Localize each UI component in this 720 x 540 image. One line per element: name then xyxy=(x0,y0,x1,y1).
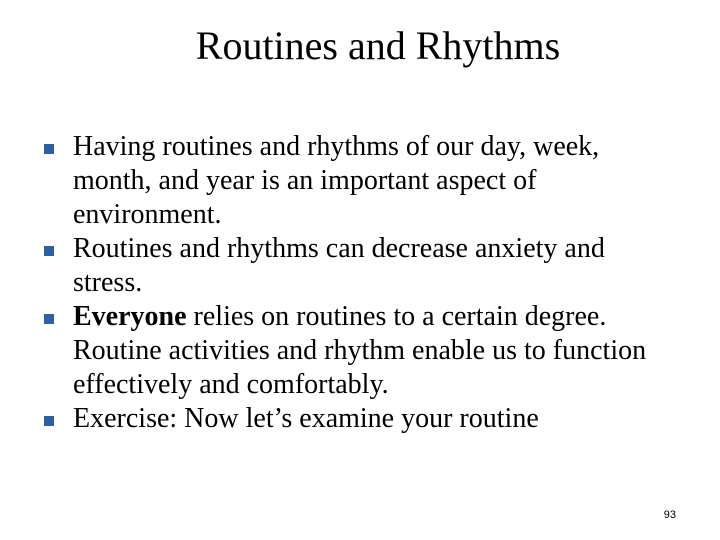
square-bullet-icon xyxy=(44,144,54,154)
bullet-item xyxy=(38,130,678,232)
bullet-list xyxy=(38,130,678,436)
bullet-text: Routines and rhythms can decrease anxiety and stress. xyxy=(73,233,605,298)
bullet-text: Having routines and rhythms of our day, week, month, and year is an important aspect of environment. xyxy=(73,131,600,230)
bullet-text: Exercise: Now let’s examine your routine xyxy=(73,403,539,434)
bullet-item xyxy=(38,402,678,436)
square-bullet-icon xyxy=(44,416,54,426)
bullet-item xyxy=(38,300,678,402)
square-bullet-icon xyxy=(44,246,54,256)
bullet-bold-word: Everyone xyxy=(73,301,187,332)
page-number: 93 xyxy=(663,509,676,521)
bullet-item xyxy=(38,232,678,300)
bullet-text: relies on routines to a certain degree. Routine activities and rhythm enable us to function effectively and comfortably. xyxy=(73,301,647,400)
square-bullet-icon xyxy=(44,314,54,324)
slide-title: Routines and Rhythms xyxy=(195,23,561,68)
